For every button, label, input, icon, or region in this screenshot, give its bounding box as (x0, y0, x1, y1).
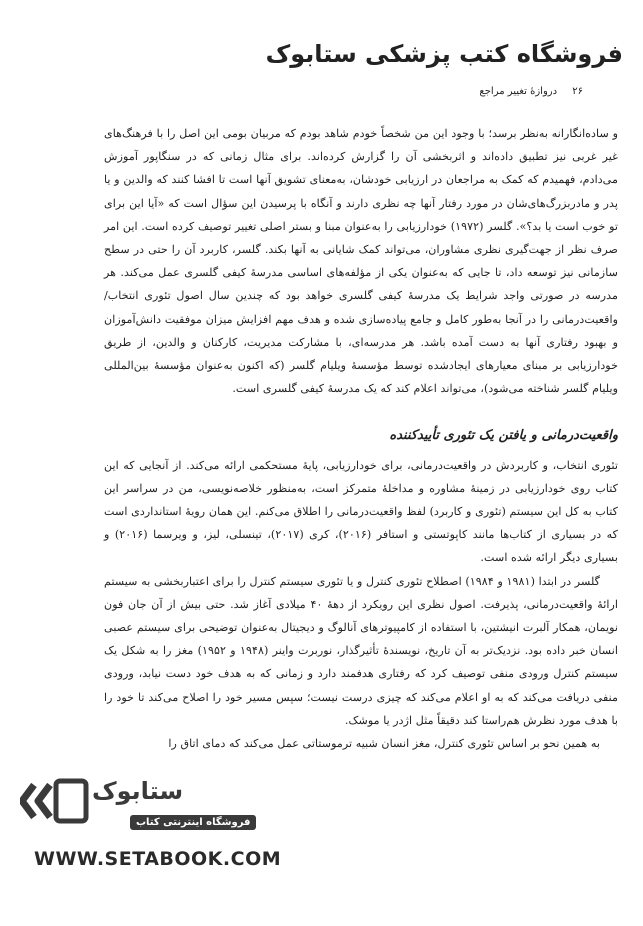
paragraph: و ساده‌انگارانه به‌نظر برسد؛ با وجود این من شخصاً خودم شاهد بودم که مربیان بومی این اصل را با فرهنگ‌های غیر غربی نیز تطبیق داده‌اند و اثربخشی آن را گزارش کرده‌اند. برای مثال زمانی که در سنگاپور آموزش می‌دادم، فهمیدم که کمک به مراجعان در ارزیابی خودشان، به‌معنای تشویق آنها است تا افشا کنند که والدین و یا پدر و مادربزرگ‌های‌شان در مورد رفتار آنها چه نظری دارند و آنگاه با پرسیدن این سؤال است که «آیا این برای تو خوب است یا بد؟». گلسر (۱۹۷۲) خودارزیابی را به‌عنوان مبنا و بستر اصلی تغییر توصیف کرده است. این امر صرف نظر از جهت‌گیری نظری مشاوران، می‌تواند کمک شایانی به آنها بکند. گلسر، کاربرد آن را حتی در سطح سازمانی نیز توسعه داد، تا جایی که به‌عنوان یکی از مؤلفه‌های اساسی مدرسهٔ کیفی گلسری عمل می‌کند. هر مدرسه در صورتی واجد شرایط یک مدرسهٔ کیفی گلسری خواهد بود که چندین سال اصول تئوری انتخاب/واقعیت‌درمانی را در آنجا به‌طور کامل و جامع پیاده‌سازی شده و هدف مهم افزایش میزان موفقیت دانش‌آموزان و بهبود رفتاری آنها به دست آمده باشد. هر مدرسه‌ای، با مشارکت مدیریت، کارکنان و والدین، از طریق خودارزیابی بر مبنای معیارهای ایجادشده توسط مؤسسهٔ ویلیام گلسر (که اکنون به‌عنوان مؤسسهٔ بین‌المللی ویلیام گلسر شناخته می‌شود)، می‌تواند اعلام کند که یک مدرسهٔ کیفی گلسری است. (104, 127, 618, 396)
watermark (20, 775, 316, 843)
paragraph: به همین نحو بر اساس تئوری کنترل، مغز انسان شبیه ترموستاتی عمل می‌کند که دمای اتاق را (168, 737, 600, 751)
setabook-logo-icon (20, 775, 90, 835)
watermark-tagline: فروشگاه اینترنتی کتاب (130, 815, 256, 830)
site-title: فروشگاه کتب پزشکی ستابوک (265, 40, 623, 68)
paragraph: گلسر در ابتدا (۱۹۸۱ و ۱۹۸۴) اصطلاح تئوری کنترل و یا تئوری سیستم کنترل را برای اعتباربخشی به سیستم ارائهٔ واقعیت‌درمانی، پذیرفت. اصول نظری این رویکرد از دههٔ ۴۰ میلادی آغاز شد. حتی بیش از آن جان فون نویمان، همکار آلبرت انیشتین، با استفاده از کامپیوترهای آنالوگ و دیجیتال به‌عنوان توضیحی برای سیستم عصبی انسان خبر داده بود. نزدیک‌تر به آن تاریخ، نویسندهٔ تأثیرگذار، نوربرت واینر (۱۹۴۸ و ۱۹۵۲) مغز را به شکل یک سیستم کنترل ورودی منفی توصیف کرد که رفتاری هدفمند دارد و زمانی که به هدف خود دست نیابد، ورودی منفی دریافت می‌کند که به او اعلام می‌کند که چیزی درست نیست؛ سپس مسیر خود را اصلاح می‌کند تا خود را با هدف مورد نظرش هم‌راستا کند دقیقاً مثل اژدر یا موشک. (104, 574, 619, 727)
section-heading: واقعیت‌درمانی و یافتن یک تئوری تأییدکننده (389, 428, 618, 444)
page-number: ۲۶ (572, 86, 583, 97)
body-text (104, 122, 618, 755)
watermark-url[interactable]: WWW.SETABOOK.COM (34, 848, 282, 870)
watermark-brand: ستابوک (92, 777, 184, 805)
running-title: دروازهٔ تغییر مراجع (479, 86, 558, 97)
paragraph: تئوری انتخاب، و کاربردش در واقعیت‌درمانی، برای خودارزیابی، پایهٔ مستحکمی ارائه می‌کند. از آنجایی که این کتاب روی خودارزیابی در زمینهٔ مشاوره و مداخلهٔ متمرکز است، به‌منظور خلاصه‌نویسی، من در سراسر این کتاب به کل این سیستم (تئوری و کاربرد) لفظ واقعیت‌درمانی را اطلاق می‌کنم. این همان رویهٔ استانداردی است که در بسیاری از کتاب‌ها مانند کاپوتستی و استافر (۲۰۱۶)، کری (۲۰۱۷)، تینسلی، لیز، و ویرسما (۲۰۱۶) و بسیاری دیگر ارائه شده است. (104, 458, 618, 565)
running-head (479, 86, 583, 97)
